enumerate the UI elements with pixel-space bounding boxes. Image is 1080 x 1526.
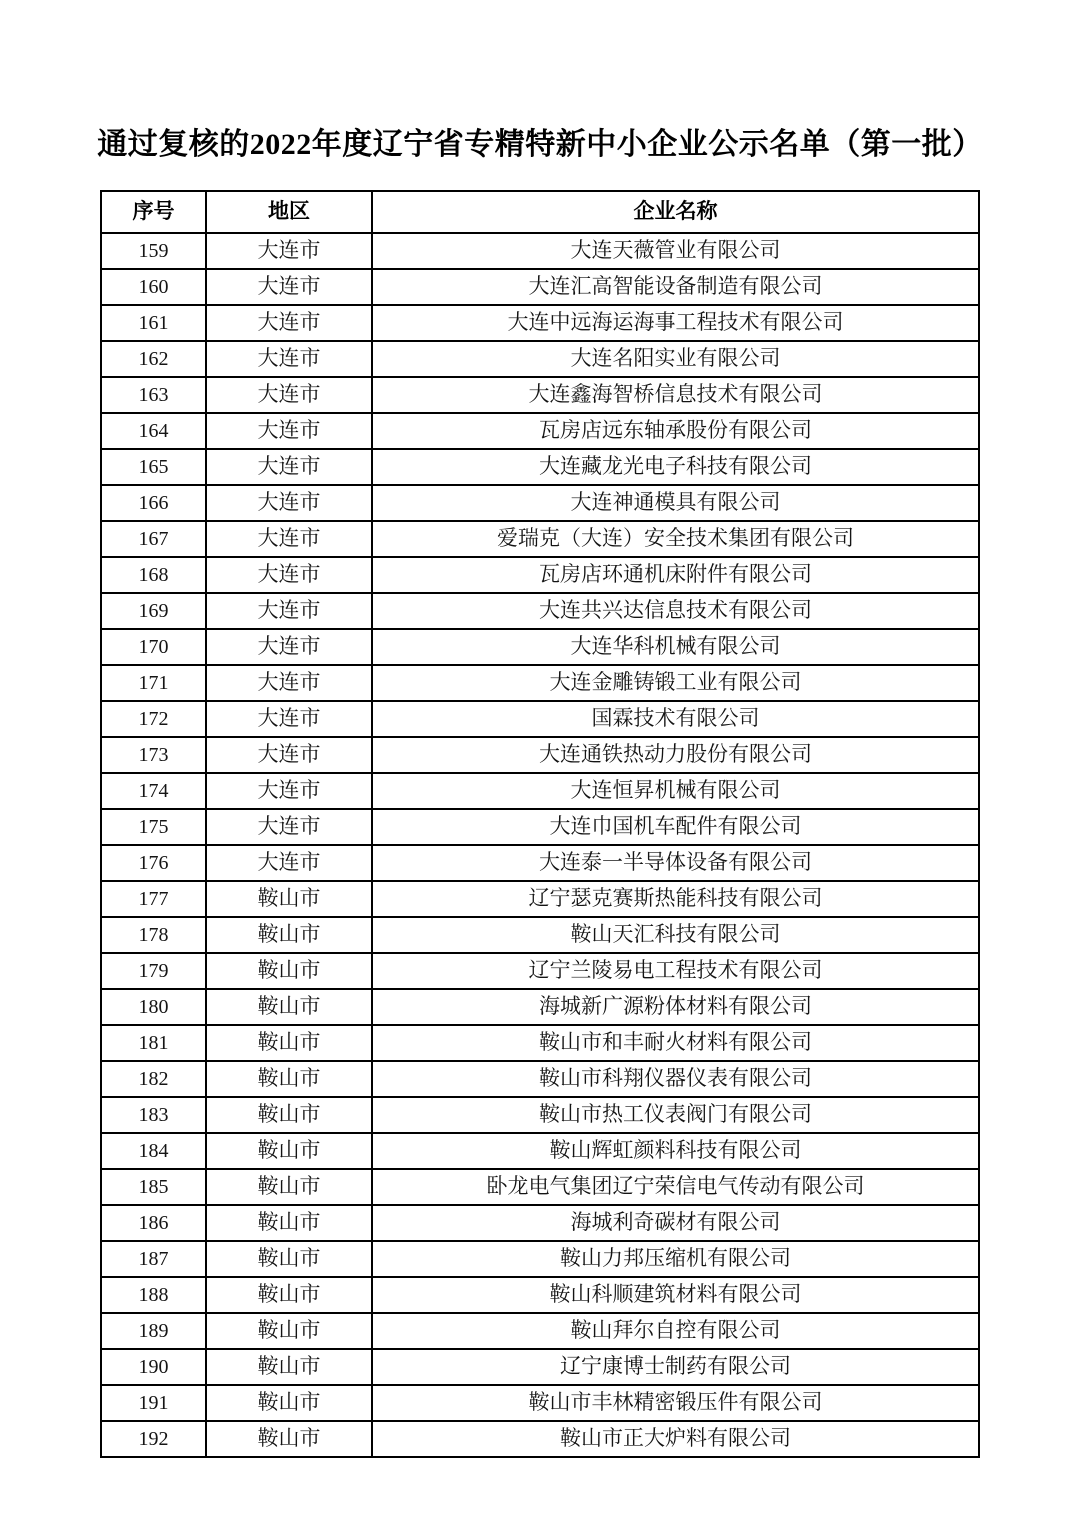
company-name-cell: 海城利奇碳材有限公司	[372, 1205, 979, 1241]
row-number-cell: 161	[101, 305, 206, 341]
table-row	[101, 1133, 979, 1169]
company-name-cell: 鞍山市丰林精密锻压件有限公司	[372, 1385, 979, 1421]
header-company-name: 企业名称	[372, 191, 979, 233]
company-name-cell: 大连金雕铸锻工业有限公司	[372, 665, 979, 701]
row-number-cell: 164	[101, 413, 206, 449]
row-number-cell: 163	[101, 377, 206, 413]
region-cell: 大连市	[206, 809, 372, 845]
company-name-cell: 爱瑞克（大连）安全技术集团有限公司	[372, 521, 979, 557]
table-row	[101, 917, 979, 953]
region-cell: 大连市	[206, 665, 372, 701]
company-name-cell: 辽宁瑟克赛斯热能科技有限公司	[372, 881, 979, 917]
region-cell: 鞍山市	[206, 1061, 372, 1097]
company-name-cell: 瓦房店环通机床附件有限公司	[372, 557, 979, 593]
company-name-cell: 海城新广源粉体材料有限公司	[372, 989, 979, 1025]
region-cell: 大连市	[206, 305, 372, 341]
table-row	[101, 305, 979, 341]
company-name-cell: 鞍山市热工仪表阀门有限公司	[372, 1097, 979, 1133]
row-number-cell: 174	[101, 773, 206, 809]
table-row	[101, 1025, 979, 1061]
region-cell: 鞍山市	[206, 1205, 372, 1241]
company-name-cell: 鞍山市正大炉料有限公司	[372, 1421, 979, 1457]
table-row	[101, 1169, 979, 1205]
row-number-cell: 184	[101, 1133, 206, 1169]
company-name-cell: 卧龙电气集团辽宁荣信电气传动有限公司	[372, 1169, 979, 1205]
region-cell: 大连市	[206, 269, 372, 305]
company-name-cell: 鞍山天汇科技有限公司	[372, 917, 979, 953]
row-number-cell: 160	[101, 269, 206, 305]
company-name-cell: 大连藏龙光电子科技有限公司	[372, 449, 979, 485]
row-number-cell: 172	[101, 701, 206, 737]
page-title: 通过复核的2022年度辽宁省专精特新中小企业公示名单（第一批）	[97, 128, 983, 161]
row-number-cell: 185	[101, 1169, 206, 1205]
header-region: 地区	[206, 191, 372, 233]
company-table	[100, 190, 980, 1458]
row-number-cell: 192	[101, 1421, 206, 1457]
region-cell: 鞍山市	[206, 1313, 372, 1349]
region-cell: 大连市	[206, 413, 372, 449]
table-row	[101, 1241, 979, 1277]
region-cell: 鞍山市	[206, 1133, 372, 1169]
row-number-cell: 190	[101, 1349, 206, 1385]
row-number-cell: 177	[101, 881, 206, 917]
row-number-cell: 166	[101, 485, 206, 521]
table-row	[101, 773, 979, 809]
table-row	[101, 557, 979, 593]
company-name-cell: 大连名阳实业有限公司	[372, 341, 979, 377]
region-cell: 大连市	[206, 773, 372, 809]
table-row	[101, 1421, 979, 1457]
table-row	[101, 1061, 979, 1097]
region-cell: 大连市	[206, 341, 372, 377]
company-table-body	[101, 233, 979, 1457]
table-row	[101, 233, 979, 269]
table-row	[101, 269, 979, 305]
table-row	[101, 377, 979, 413]
row-number-cell: 162	[101, 341, 206, 377]
row-number-cell: 182	[101, 1061, 206, 1097]
row-number-cell: 169	[101, 593, 206, 629]
company-name-cell: 鞍山市科翔仪器仪表有限公司	[372, 1061, 979, 1097]
region-cell: 大连市	[206, 593, 372, 629]
company-name-cell: 大连鑫海智桥信息技术有限公司	[372, 377, 979, 413]
row-number-cell: 189	[101, 1313, 206, 1349]
region-cell: 鞍山市	[206, 1349, 372, 1385]
company-name-cell: 鞍山市和丰耐火材料有限公司	[372, 1025, 979, 1061]
company-name-cell: 大连华科机械有限公司	[372, 629, 979, 665]
row-number-cell: 183	[101, 1097, 206, 1133]
region-cell: 鞍山市	[206, 1169, 372, 1205]
table-row	[101, 413, 979, 449]
region-cell: 大连市	[206, 845, 372, 881]
row-number-cell: 175	[101, 809, 206, 845]
region-cell: 大连市	[206, 521, 372, 557]
table-row	[101, 1385, 979, 1421]
company-name-cell: 大连神通模具有限公司	[372, 485, 979, 521]
region-cell: 鞍山市	[206, 1097, 372, 1133]
company-name-cell: 鞍山科顺建筑材料有限公司	[372, 1277, 979, 1313]
region-cell: 鞍山市	[206, 1277, 372, 1313]
table-row	[101, 701, 979, 737]
region-cell: 鞍山市	[206, 1025, 372, 1061]
company-name-cell: 大连中远海运海事工程技术有限公司	[372, 305, 979, 341]
region-cell: 大连市	[206, 737, 372, 773]
table-row	[101, 1349, 979, 1385]
header-serial-number: 序号	[101, 191, 206, 233]
table-header	[101, 191, 979, 233]
company-name-cell: 鞍山辉虹颜料科技有限公司	[372, 1133, 979, 1169]
table-row	[101, 881, 979, 917]
region-cell: 鞍山市	[206, 917, 372, 953]
table-row	[101, 1205, 979, 1241]
region-cell: 鞍山市	[206, 881, 372, 917]
company-name-cell: 辽宁兰陵易电工程技术有限公司	[372, 953, 979, 989]
row-number-cell: 173	[101, 737, 206, 773]
company-name-cell: 鞍山力邦压缩机有限公司	[372, 1241, 979, 1277]
company-name-cell: 辽宁康博士制药有限公司	[372, 1349, 979, 1385]
company-name-cell: 大连泰一半导体设备有限公司	[372, 845, 979, 881]
row-number-cell: 188	[101, 1277, 206, 1313]
region-cell: 大连市	[206, 449, 372, 485]
company-name-cell: 国霖技术有限公司	[372, 701, 979, 737]
row-number-cell: 170	[101, 629, 206, 665]
company-name-cell: 瓦房店远东轴承股份有限公司	[372, 413, 979, 449]
table-row	[101, 989, 979, 1025]
row-number-cell: 186	[101, 1205, 206, 1241]
table-row	[101, 341, 979, 377]
region-cell: 大连市	[206, 629, 372, 665]
table-row	[101, 521, 979, 557]
region-cell: 鞍山市	[206, 1385, 372, 1421]
table-row	[101, 593, 979, 629]
table-row	[101, 1277, 979, 1313]
table-row	[101, 1097, 979, 1133]
row-number-cell: 159	[101, 233, 206, 269]
table-row	[101, 737, 979, 773]
row-number-cell: 165	[101, 449, 206, 485]
row-number-cell: 191	[101, 1385, 206, 1421]
row-number-cell: 180	[101, 989, 206, 1025]
region-cell: 大连市	[206, 485, 372, 521]
row-number-cell: 176	[101, 845, 206, 881]
company-name-cell: 大连通铁热动力股份有限公司	[372, 737, 979, 773]
region-cell: 鞍山市	[206, 953, 372, 989]
row-number-cell: 178	[101, 917, 206, 953]
row-number-cell: 167	[101, 521, 206, 557]
row-number-cell: 168	[101, 557, 206, 593]
company-name-cell: 大连天薇管业有限公司	[372, 233, 979, 269]
company-name-cell: 大连恒昇机械有限公司	[372, 773, 979, 809]
region-cell: 鞍山市	[206, 1241, 372, 1277]
region-cell: 鞍山市	[206, 1421, 372, 1457]
row-number-cell: 181	[101, 1025, 206, 1061]
header-row	[101, 191, 979, 233]
company-name-cell: 大连巾国机车配件有限公司	[372, 809, 979, 845]
table-row	[101, 629, 979, 665]
table-row	[101, 845, 979, 881]
row-number-cell: 187	[101, 1241, 206, 1277]
table-row	[101, 449, 979, 485]
company-name-cell: 大连汇高智能设备制造有限公司	[372, 269, 979, 305]
table-row	[101, 809, 979, 845]
table-row	[101, 953, 979, 989]
region-cell: 大连市	[206, 377, 372, 413]
table-row	[101, 665, 979, 701]
region-cell: 大连市	[206, 557, 372, 593]
region-cell: 鞍山市	[206, 989, 372, 1025]
company-name-cell: 鞍山拜尔自控有限公司	[372, 1313, 979, 1349]
row-number-cell: 179	[101, 953, 206, 989]
row-number-cell: 171	[101, 665, 206, 701]
region-cell: 大连市	[206, 233, 372, 269]
table-row	[101, 1313, 979, 1349]
company-name-cell: 大连共兴达信息技术有限公司	[372, 593, 979, 629]
table-row	[101, 485, 979, 521]
region-cell: 大连市	[206, 701, 372, 737]
